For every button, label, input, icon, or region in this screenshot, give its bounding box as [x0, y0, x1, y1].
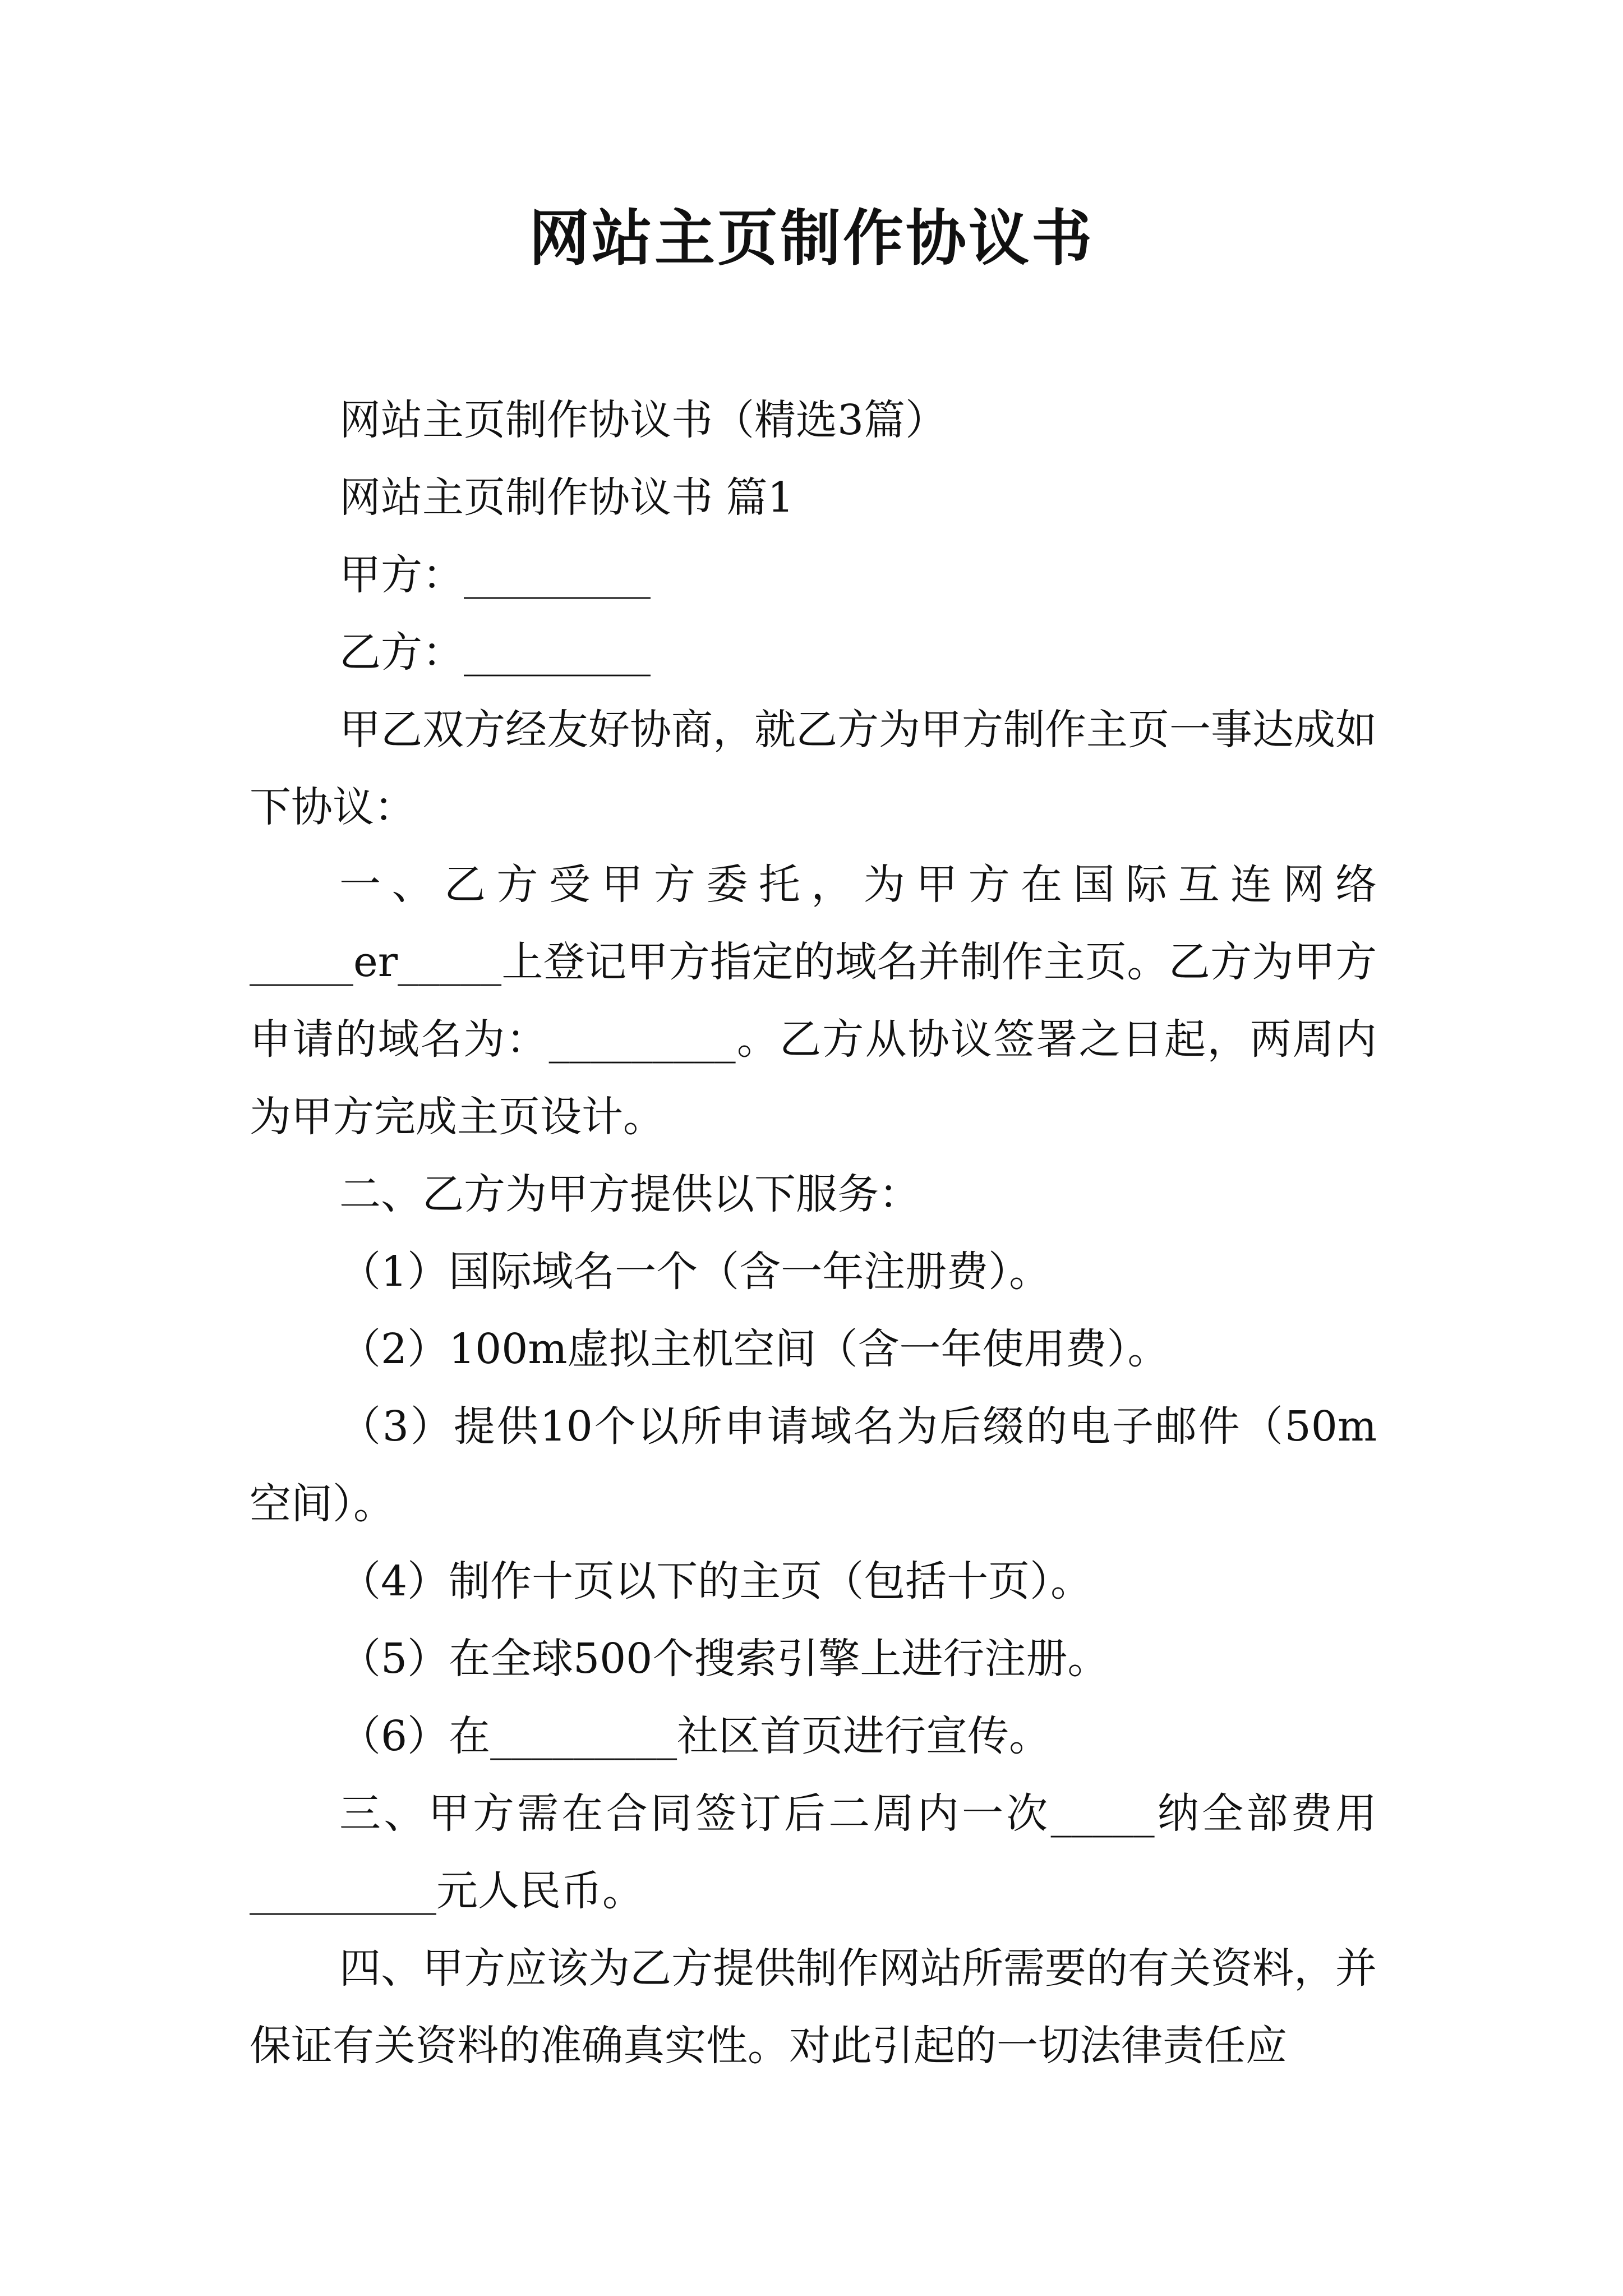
paragraph: 一、乙方受甲方委托，为甲方在国际互连网络_____er_____上登记甲方指定的域名并制作主页。乙方为甲方申请的域名为：_________。乙方从协议签署之日起，两周内为甲方完成主页设计。 — [250, 861, 1377, 1141]
document-body — [250, 381, 1377, 2085]
paragraph: 三、甲方需在合同签订后二周内一次_____纳全部费用_________元人民币。 — [250, 1789, 1377, 1915]
paragraph: 二、乙方为甲方提供以下服务： — [339, 1170, 920, 1218]
paragraph: 甲乙双方经友好协商，就乙方为甲方制作主页一事达成如下协议： — [250, 706, 1377, 831]
paragraph: （6）在_________社区首页进行宣传。 — [339, 1712, 1051, 1760]
paragraph: （4）制作十页以下的主页（包括十页）。 — [339, 1557, 1092, 1605]
paragraph: 乙方：_________ — [339, 628, 651, 677]
paragraph: 四、甲方应该为乙方提供制作网站所需要的有关资料，并保证有关资料的准确真实性。对此引起的一切法律责任应 — [250, 1944, 1377, 2070]
document-title: 网站主页制作协议书 — [528, 203, 1094, 274]
paragraph: （3）提供10个以所申请域名为后缀的电子邮件（50m空间）。 — [250, 1402, 1377, 1528]
paragraph: （5）在全球500个搜索引擎上进行注册。 — [339, 1635, 1109, 1683]
paragraph: 甲方：_________ — [339, 551, 651, 599]
paragraph: 网站主页制作协议书 篇1 — [339, 473, 794, 522]
paragraph: 网站主页制作协议书（精选3篇） — [339, 396, 947, 444]
paragraph: （2）100m虚拟主机空间（含一年使用费）。 — [339, 1325, 1169, 1373]
paragraph: （1）国际域名一个（含一年注册费）。 — [339, 1248, 1051, 1296]
